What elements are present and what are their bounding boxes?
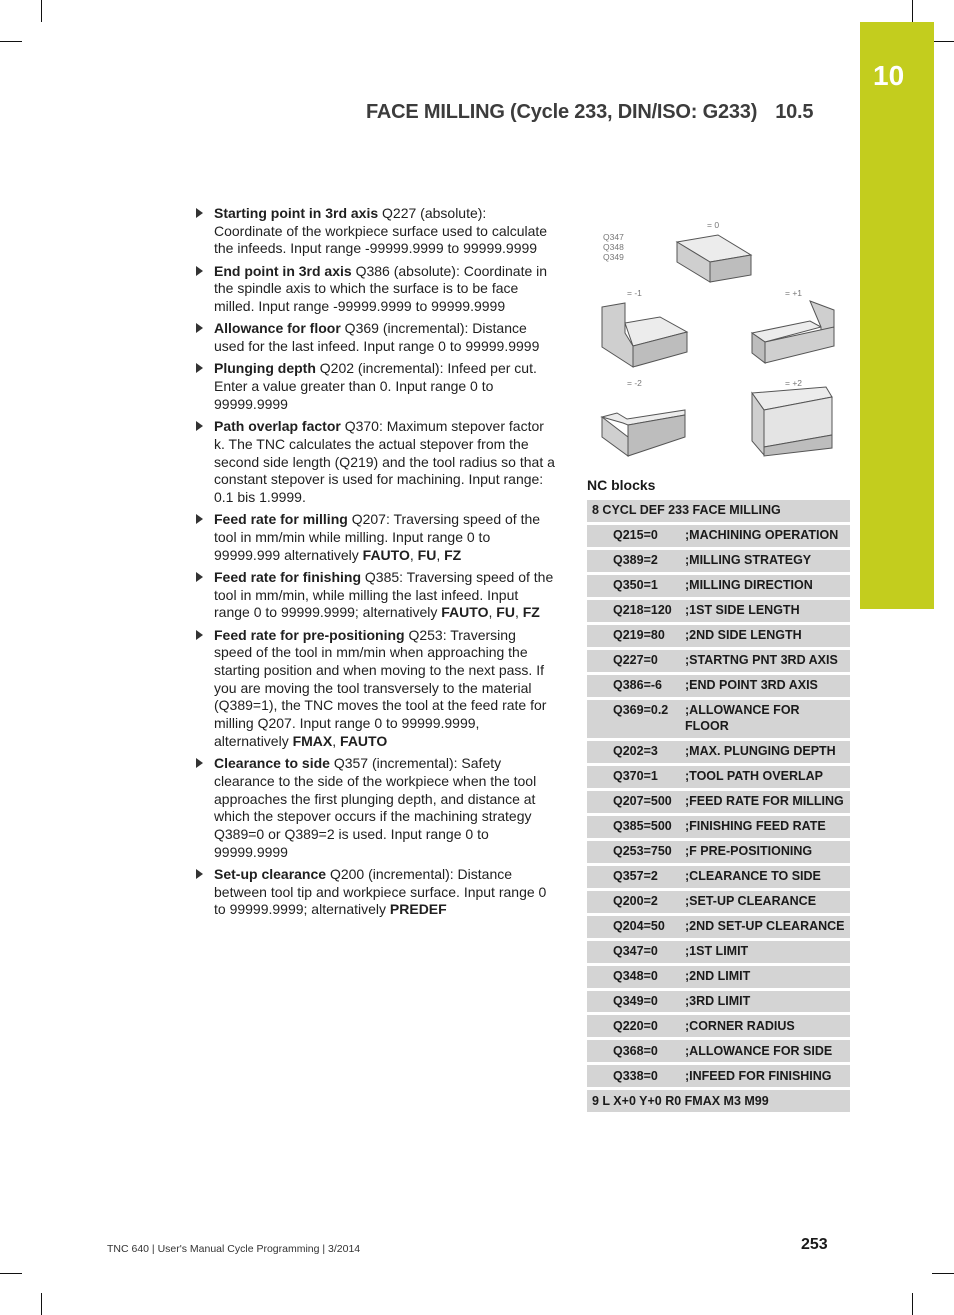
nc-row	[587, 916, 850, 941]
bullet-arrow-icon	[196, 758, 203, 768]
nc-comment: ;ALLOWANCE FOR SIDE	[685, 1043, 833, 1058]
nc-comment: ;MACHINING OPERATION	[685, 528, 839, 543]
nc-comment: ;SET-UP CLEARANCE	[685, 893, 817, 908]
separator: ,	[514, 604, 523, 621]
separator: ,	[436, 546, 445, 563]
nc-row	[587, 650, 850, 675]
nc-param: Q218=120	[613, 603, 672, 618]
parameter-title: End point in 3rd axis	[214, 262, 352, 279]
parameter-description: Q227 (absolute): Coordinate of the workpiece surface used to calculate the infeeds. Input range -99999.9999 to 99999.9999	[214, 205, 548, 257]
crop-mark	[41, 1293, 42, 1315]
nc-comment: ;INFEED FOR FINISHING	[685, 1068, 832, 1083]
parameter-item	[196, 205, 556, 258]
figure-label-plus1: = +1	[785, 288, 803, 298]
parameter-description: Q357 (incremental): Safety clearance to the side of the workpiece when the tool approaches the first plunging depth, and distance at which the stepover occurs if the machining strategy Q389=0 or Q389=2 is used. Input range 0 to 99999.9999	[214, 755, 537, 860]
parameter-description: Q370: Maximum stepover factor k. The TNC calculates the actual stepover from the second side length (Q219) and the tool radius so that a constant stepover is used for machining. Input range: 0.1 bis 1.9999.	[214, 418, 555, 505]
parameter-description: Q202 (incremental): Infeed per cut. Enter a value greater than 0. Input range 0 to 99999.9999	[214, 360, 537, 412]
bullet-arrow-icon	[196, 572, 203, 582]
parameter-description: Q253: Traversing speed of the tool in mm/min when approaching the starting position and when moving to the next pass. If you are moving the tool transversely to the material (Q389=1), the TNC moves the tool at the feed rate for milling Q207. Input range 0 to 99999.9999, alternatively	[214, 626, 547, 749]
nc-param: Q369=0.2	[613, 702, 669, 717]
separator: ,	[409, 546, 418, 563]
nc-param: Q220=0	[613, 1018, 658, 1033]
parameter-title: Plunging depth	[214, 360, 316, 377]
keyword: FZ	[522, 604, 540, 621]
nc-row-cycl-def: 8 CYCL DEF 233 FACE MILLING	[587, 500, 850, 525]
nc-param: Q338=0	[613, 1068, 658, 1083]
page-header	[366, 101, 813, 124]
nc-row	[587, 1015, 850, 1040]
bullet-arrow-icon	[196, 421, 203, 431]
nc-row	[587, 891, 850, 916]
nc-param: Q253=750	[613, 843, 672, 858]
nc-param: Q200=2	[613, 893, 658, 908]
nc-row	[587, 675, 850, 700]
parameter-list	[196, 205, 556, 924]
nc-row	[587, 625, 850, 650]
keyword: FU	[496, 604, 515, 621]
figure-milling-strategies	[595, 215, 855, 465]
bullet-arrow-icon	[196, 630, 203, 640]
parameter-item	[196, 755, 556, 861]
crop-mark	[932, 1273, 954, 1274]
nc-param: Q204=50	[613, 918, 665, 933]
chapter-tab	[860, 22, 934, 609]
nc-param: Q348=0	[613, 968, 658, 983]
parameter-title: Clearance to side	[214, 755, 330, 772]
nc-param: Q386=-6	[613, 677, 662, 692]
nc-comment: ;2ND SIDE LENGTH	[685, 628, 802, 643]
nc-row	[587, 741, 850, 766]
nc-comment: ;STARTNG PNT 3RD AXIS	[685, 653, 838, 667]
nc-comment: ;FINISHING FEED RATE	[685, 818, 826, 833]
nc-param: Q350=1	[613, 578, 658, 593]
parameter-description: Q207: Traversing speed of the tool in mm/min while milling. Input range 0 to 99999.999 alternatively	[214, 511, 541, 563]
nc-row	[587, 791, 850, 816]
nc-row	[587, 816, 850, 841]
nc-param: Q215=0	[613, 528, 658, 543]
nc-row	[587, 841, 850, 866]
nc-row	[587, 966, 850, 991]
chapter-number: 10	[873, 60, 905, 91]
keyword: FAUTO	[340, 732, 388, 749]
parameter-item	[196, 418, 556, 507]
figure-label-plus2: = +2	[785, 378, 803, 388]
nc-param: Q389=2	[613, 553, 658, 568]
nc-comment: ;CLEARANCE TO SIDE	[685, 868, 821, 883]
header-title: FACE MILLING (Cycle 233, DIN/ISO: G233)	[366, 101, 758, 123]
bullet-arrow-icon	[196, 208, 203, 218]
nc-comment: ;F PRE-POSITIONING	[685, 843, 813, 858]
separator: ,	[488, 604, 497, 621]
nc-row	[587, 550, 850, 575]
figure-label-zero: = 0	[707, 220, 720, 230]
crop-mark	[932, 41, 954, 42]
figure-label-minus2: = -2	[627, 378, 642, 388]
bullet-arrow-icon	[196, 363, 203, 373]
parameter-title: Feed rate for pre-positioning	[214, 626, 405, 643]
parameter-item	[196, 569, 556, 622]
parameter-title: Allowance for floor	[214, 320, 341, 337]
nc-row	[587, 600, 850, 625]
nc-comment: ;ALLOWANCE FOR FLOOR	[685, 702, 800, 733]
parameter-item	[196, 360, 556, 413]
figure-label-minus1: = -1	[627, 288, 642, 298]
keyword: FAUTO	[362, 546, 410, 563]
crop-mark	[41, 0, 42, 22]
nc-comment: ;1ST LIMIT	[685, 943, 749, 958]
parameter-description: Q200 (incremental): Distance between tool tip and workpiece surface. Input range 0 to 99999.9999; alternatively	[214, 865, 547, 918]
nc-param: Q368=0	[613, 1043, 658, 1058]
figure-drawing	[595, 215, 855, 465]
parameter-description: Q369 (incremental): Distance used for the last infeed. Input range 0 to 99999.9999	[214, 320, 540, 355]
bullet-arrow-icon	[196, 869, 203, 879]
nc-row	[587, 866, 850, 891]
parameter-title: Feed rate for finishing	[214, 568, 362, 585]
nc-row	[587, 525, 850, 550]
header-section: 10.5	[775, 101, 814, 123]
bullet-arrow-icon	[196, 323, 203, 333]
nc-comment: ;CORNER RADIUS	[685, 1018, 795, 1033]
bullet-arrow-icon	[196, 514, 203, 524]
nc-comment: ;1ST SIDE LENGTH	[685, 603, 800, 618]
nc-param: Q202=3	[613, 743, 658, 758]
parameter-item	[196, 627, 556, 751]
crop-mark	[0, 41, 22, 42]
crop-mark	[912, 0, 913, 22]
parameter-description: Q385: Traversing speed of the tool in mm/min, while milling the last infeed. Input range 0 to 99999.9999; alternatively	[214, 568, 554, 621]
nc-comment: ;2ND SET-UP CLEARANCE	[685, 918, 845, 933]
nc-row	[587, 941, 850, 966]
nc-comment: ;3RD LIMIT	[685, 993, 751, 1008]
block-left-wall	[602, 303, 633, 367]
nc-param: Q349=0	[613, 993, 658, 1008]
nc-param: Q385=500	[613, 818, 672, 833]
bullet-arrow-icon	[196, 266, 203, 276]
keyword: FZ	[444, 546, 462, 563]
keyword: FAUTO	[441, 604, 489, 621]
parameter-item	[196, 866, 556, 919]
keyword: FU	[417, 546, 437, 563]
nc-param: Q207=500	[613, 793, 672, 808]
nc-param: Q357=2	[613, 868, 658, 883]
separator: ,	[332, 732, 341, 749]
nc-comment: ;MILLING DIRECTION	[685, 578, 813, 593]
nc-comment: ;TOOL PATH OVERLAP	[685, 768, 823, 783]
crop-mark	[912, 1293, 913, 1315]
parameter-title: Feed rate for milling	[214, 511, 348, 528]
parameter-title: Set-up clearance	[214, 865, 327, 882]
nc-comment: ;END POINT 3RD AXIS	[685, 677, 818, 692]
nc-param: Q227=0	[613, 653, 658, 667]
nc-row	[587, 991, 850, 1016]
nc-blocks-title: NC blocks	[587, 477, 656, 493]
nc-param: Q347=0	[613, 943, 658, 958]
keyword: FMAX	[292, 732, 333, 749]
nc-blocks-table	[587, 500, 850, 1115]
nc-row	[587, 1040, 850, 1065]
parameter-item	[196, 511, 556, 564]
nc-row	[587, 700, 850, 741]
parameter-description: Q386 (absolute): Coordinate in the spindle axis to which the surface is to be face milled. Input range -99999.9999 to 99999.9999	[214, 262, 548, 315]
nc-comment: ;MILLING STRATEGY	[685, 553, 812, 568]
nc-param: Q219=80	[613, 628, 665, 643]
nc-row-call: 9 L X+0 Y+0 R0 FMAX M3 M99	[587, 1090, 850, 1115]
crop-mark	[0, 1273, 22, 1274]
nc-row	[587, 575, 850, 600]
page-number: 253	[801, 1236, 828, 1253]
figure-param-label: Q347 Q348 Q349	[603, 232, 624, 262]
nc-comment: ;FEED RATE FOR MILLING	[685, 793, 844, 808]
parameter-item	[196, 320, 556, 355]
nc-param: Q370=1	[613, 768, 658, 783]
nc-row	[587, 1065, 850, 1090]
parameter-title: Starting point in 3rd axis	[214, 205, 379, 221]
nc-comment: ;MAX. PLUNGING DEPTH	[685, 743, 836, 758]
footer-text: TNC 640 | User's Manual Cycle Programming | 3/2014	[107, 1243, 361, 1255]
nc-comment: ;2ND LIMIT	[685, 968, 751, 983]
parameter-item	[196, 263, 556, 316]
keyword: PREDEF	[389, 901, 447, 918]
nc-row	[587, 766, 850, 791]
parameter-title: Path overlap factor	[214, 418, 341, 435]
